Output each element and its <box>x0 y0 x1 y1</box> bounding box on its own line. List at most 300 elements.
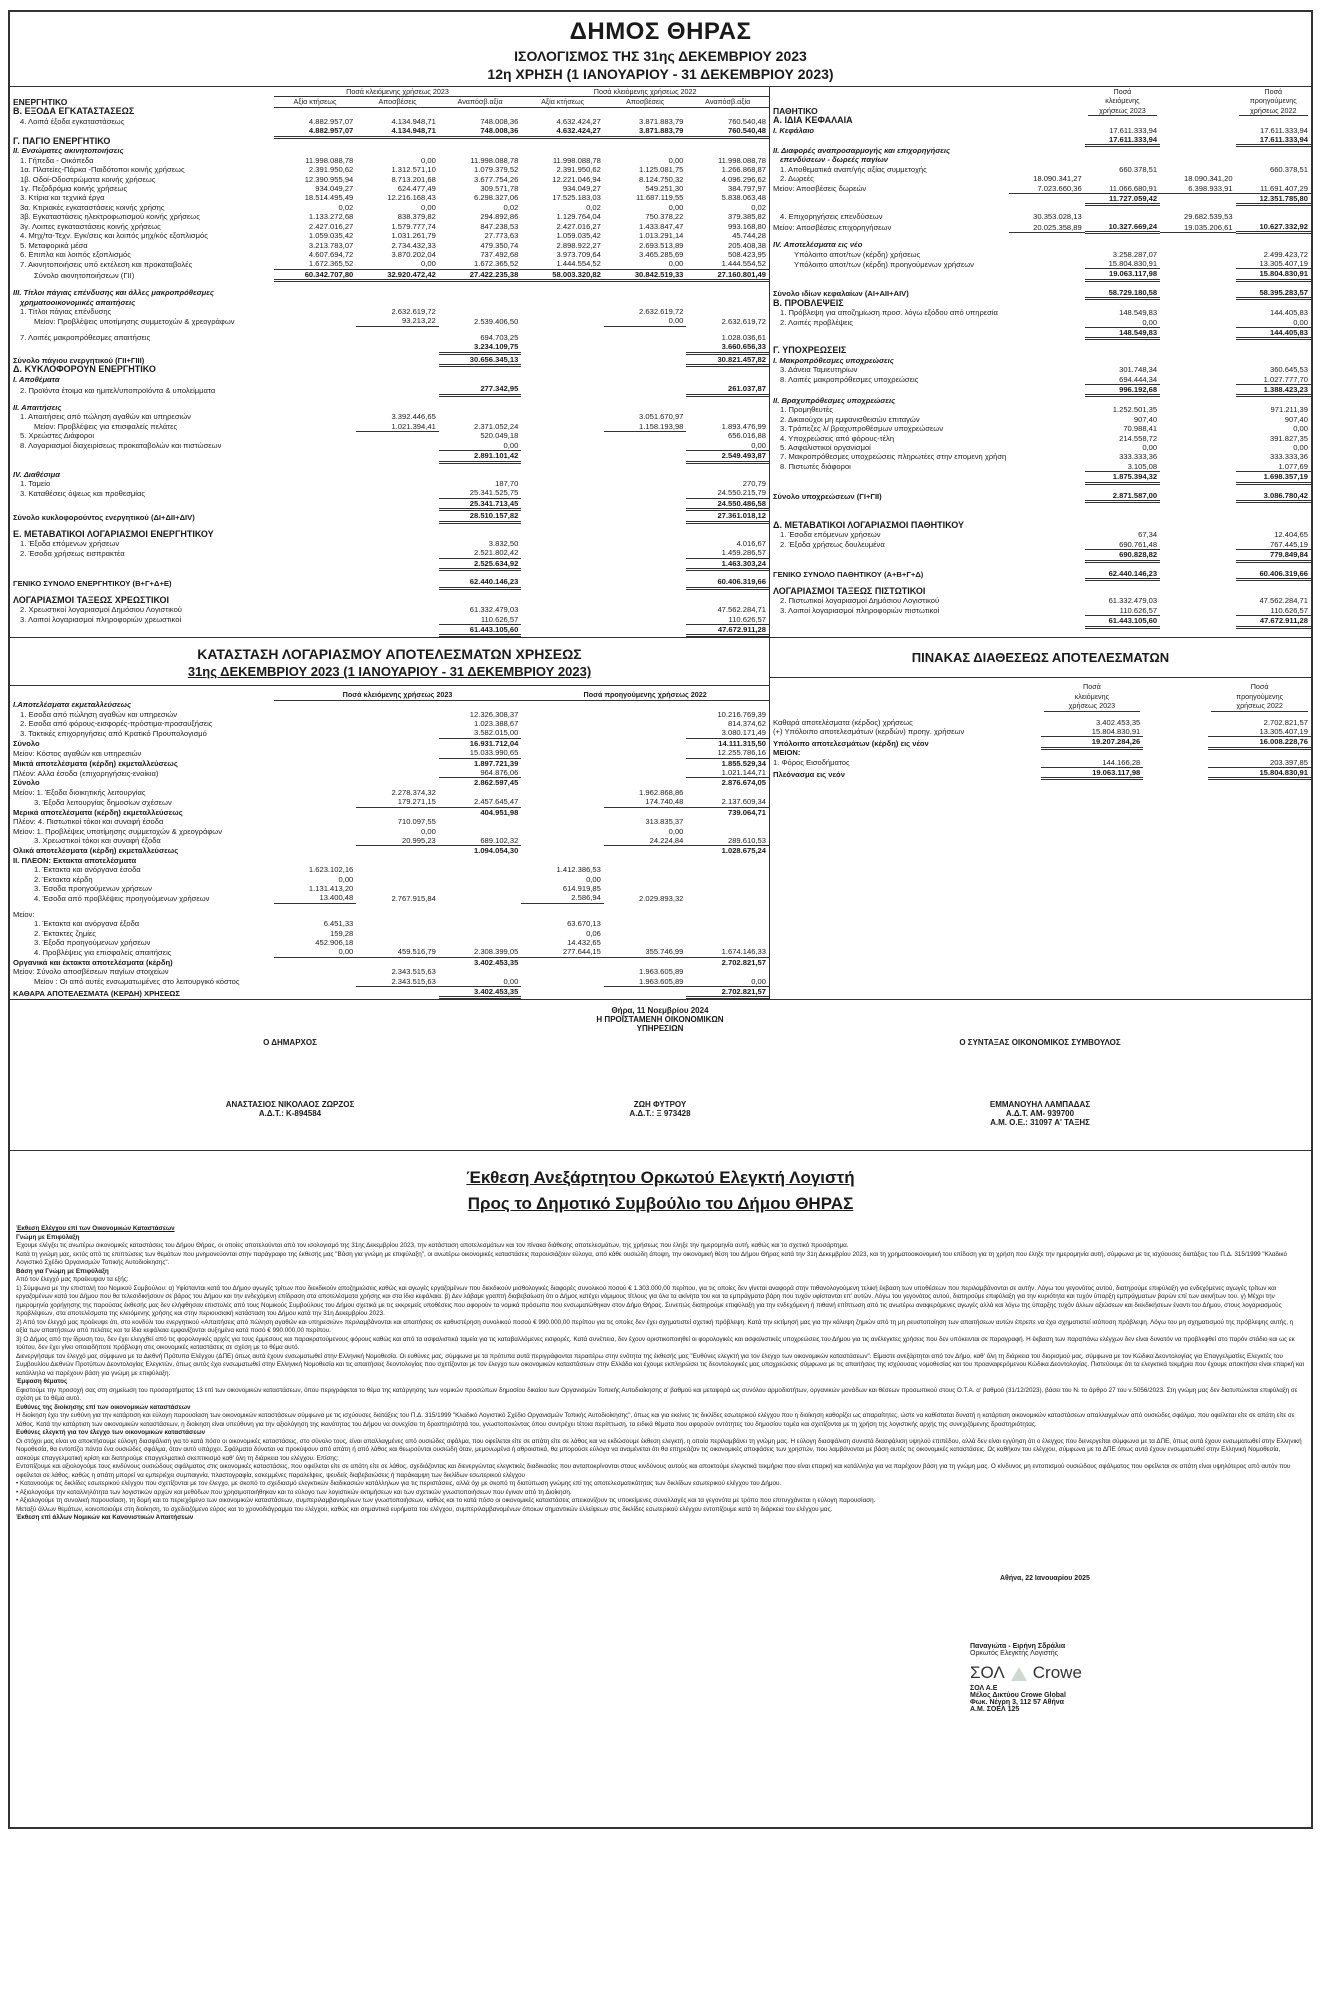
row-value: 656.016,88 <box>727 431 766 441</box>
row-value: 1.459.286,57 <box>686 548 769 558</box>
row-value <box>686 919 769 928</box>
row-label: ΓΕΝΙΚΟ ΣΥΝΟΛΟ ΕΝΕΡΓΗΤΙΚΟΥ (Β+Γ+Δ+Ε) <box>13 578 172 588</box>
row-label: 2. Εσοδα από φόρους-εισφορές-πρόστιμα-προσαυξήσεις <box>20 719 213 729</box>
audit-paragraph: 2) Από τον έλεγχό μας προέκυψε ότι, στο κονδύλι του ενεργητικού «Απαιτήσεις από πώληση αγαθών και υπηρεσιών» περιλαμβάνονται και απαιτήσεις σε καθυστέρηση συνολικού ποσού € 990.000,00 περίπου για τις οποίες δεν έχει σχηματιστεί σχετική πρόβλεψη. Κατά την εκτίμησή μας για την κάλυψη ζημιών από τη μη ρευστοποίηση των απαιτήσεων αυτών έπρεπε να έχει σχηματιστεί ισόποση πρόβλεψη. Λόγω του μη σχηματισμού της πρόβλεψης αυτής, η αξία των απαιτήσεων από πελάτες και τα ίδια κεφάλαια εμφανίζονται αυξημένα κατά ποσό € 990.000,00 περίπου. <box>16 1318 1294 1335</box>
row-label: 3. Καταθέσεις όψεως και προθεσμίας <box>20 488 146 498</box>
audit-place-date: Αθήνα, 22 Ιανουαρίου 2025 <box>1000 1575 1090 1583</box>
row-value <box>1160 521 1235 530</box>
row-value: 24.224,84 <box>604 836 687 846</box>
row-label: Μείον: Κόστος αγαθών και υπηρεσιών <box>13 748 142 758</box>
row-value <box>274 451 357 462</box>
row-label: Ε. ΜΕΤΑΒΑΤΙΚΟΙ ΛΟΓΑΡΙΑΣΜΟΙ ΕΝΕΡΓΗΤΙΚΟΥ <box>13 528 214 539</box>
row-value: 27.773,63 <box>484 231 519 241</box>
row-value: 2.391.950,62 <box>308 165 354 175</box>
row-value: 907,40 <box>1133 414 1158 424</box>
auditor-block <box>970 1643 1082 1713</box>
row-value <box>521 827 604 836</box>
row-label: 1. Φόρος Εισοδήματος <box>773 758 850 768</box>
row-value <box>274 353 357 365</box>
assets-group-2023: Ποσά κλειόμενης χρήσεως 2023 <box>274 87 522 97</box>
row-value: 0,00 <box>421 202 436 212</box>
liability-row <box>770 212 1311 221</box>
row-value: 660.378,51 <box>1269 164 1308 174</box>
row-label: 3. Έσοδα προηγούμενων χρήσεων <box>34 883 152 893</box>
fiscal-period: 12η ΧΡΗΣΗ (1 ΙΑΝΟΥΑΡΙΟΥ - 31 ΔΕΚΕΜΒΡΙΟΥ 2023) <box>487 66 834 82</box>
row-label: ΙΙ. ΠΛΕΟΝ: Εκτακτα αποτελέσματα <box>13 855 137 865</box>
row-value <box>1160 155 1235 164</box>
liability-row <box>770 318 1311 328</box>
row-value <box>1160 346 1235 355</box>
row-value <box>1085 299 1160 308</box>
liability-row <box>770 472 1311 483</box>
row-value-2023: 3.402.453,35 <box>1095 717 1141 727</box>
liabilities-section <box>770 87 1311 637</box>
row-label: 3α. Κτιριακές εγκαταστάσεις κοινής χρήσης <box>20 202 165 212</box>
row-value <box>604 807 687 817</box>
row-value: 2.427.016,27 <box>556 221 601 231</box>
row-value <box>1160 606 1235 616</box>
liabilities-table <box>770 87 1311 629</box>
row-value: 3.234.109,75 <box>439 342 522 353</box>
liability-row <box>770 540 1311 550</box>
row-label <box>10 624 274 635</box>
row-label: 3. Τακτικές επιχορηγήσεις από Κρατικό Προυπολογισμό <box>20 728 207 738</box>
row-value <box>439 929 522 938</box>
row-value <box>274 412 357 421</box>
row-value <box>274 375 357 384</box>
asset-row <box>10 577 769 588</box>
liability-row <box>770 280 1311 288</box>
row-value: 110.626,57 <box>686 615 769 625</box>
row-value <box>686 403 769 412</box>
row-value <box>521 846 604 856</box>
row-value <box>274 510 357 522</box>
row-label: Μείον: Αποσβέσεις επιχορηγήσεων <box>773 223 892 233</box>
audit-paragraph: 3) Ο Δήμος από την ίδρυση του, δεν έχει ελεγχθεί από τις φορολογικές αρχές για τους έμμεσους και παρακρατούμενους φόρους καθώς και από τα ασφαλιστικά ταμεία για τις καταβαλλόμενες εισφορές. Κατά συνέπεια, δεν έχουν οριστικοποιηθεί οι φορολογικές και ασφαλιστικές υποχρεώσεις του Δήμου για τις ανέλεγκτες χρήσεις που δεν υπόκεινται σε παραγραφή. Η έκβαση των παραπάνω ελέγχων δεν είναι δυνατόν να προβλεφθεί στο παρόν στάδιο και ως εκ τούτου, δεν έχει γίνει οποιαδήποτε πρόβλεψη στις οικονομικές καταστάσεις σε σχέση με το θέμα αυτό. <box>16 1335 1295 1352</box>
row-value <box>1009 259 1084 269</box>
row-value: 996.192,68 <box>1085 384 1160 395</box>
row-value <box>1085 396 1160 405</box>
row-value: 110.626,57 <box>1236 606 1311 616</box>
row-value <box>439 967 522 976</box>
head-title-line2: ΥΠΗΡΕΣΙΩΝ <box>636 1024 684 1034</box>
row-value <box>604 558 687 569</box>
row-value: 2.871.587,00 <box>1085 491 1160 502</box>
income-row <box>10 865 769 874</box>
row-value <box>356 558 439 569</box>
income-row <box>10 846 769 856</box>
asset-row <box>10 624 769 635</box>
income-row <box>10 856 769 865</box>
row-value: 1.252.501,35 <box>1112 405 1158 415</box>
row-value <box>274 307 357 316</box>
row-label: ΙV. Αποτελέσματα εις νέο <box>773 240 863 250</box>
row-label: 3. Λοιποί λογαριασμοί πληροφοριών χρεωστικοί <box>20 615 182 624</box>
row-value: 1.893.476,99 <box>721 422 766 431</box>
row-value: 20.995,23 <box>356 836 439 846</box>
liability-row <box>770 415 1311 424</box>
row-value <box>1009 596 1084 605</box>
row-value <box>604 353 687 365</box>
row-label: 6. Επιπλα και λοιπός εξοπλισμός <box>20 249 131 259</box>
row-value <box>604 738 687 748</box>
liability-row <box>770 288 1311 299</box>
row-value: 12.390.955,94 <box>304 174 354 184</box>
row-value: 0,00 <box>1293 424 1308 434</box>
audit-report-body <box>10 1217 1311 1523</box>
row-value: 1.672.365,52 <box>274 259 357 269</box>
row-label: 2. Έσοδα χρήσεως εισπρακτέα <box>20 548 125 558</box>
row-value <box>604 431 687 440</box>
row-value: 3.086.780,42 <box>1236 491 1311 502</box>
asset-row <box>10 333 769 342</box>
row-value: 391.827,35 <box>1269 433 1308 443</box>
signatures-block <box>10 999 1311 1150</box>
advisor-id: Α.Δ.Τ. ΑΜ- 939700 <box>1005 1109 1075 1119</box>
income-row <box>10 728 769 738</box>
row-value: 60.342.707,80 <box>274 269 357 280</box>
asset-row <box>10 212 769 221</box>
row-value <box>1160 146 1235 155</box>
row-value <box>521 624 604 635</box>
row-value: 110.626,57 <box>439 615 522 625</box>
row-value <box>521 107 604 116</box>
row-value <box>356 938 439 947</box>
row-value: 2.734.432,33 <box>391 240 436 250</box>
income-row <box>10 807 769 817</box>
row-label: 3. Κτίρια και τεχνικά έργα <box>20 193 105 203</box>
head-name: ΖΩΗ ΦΥΤΡΟΥ <box>633 1100 687 1110</box>
row-value <box>686 938 769 947</box>
row-value <box>521 807 604 817</box>
row-value: 3.870.202,04 <box>391 249 436 259</box>
liability-row <box>770 405 1311 414</box>
row-value <box>274 342 357 353</box>
app-col-2022-l3: χρήσεως 2022 <box>1211 701 1308 711</box>
row-value-2022: 203.397,85 <box>1208 758 1311 768</box>
row-value <box>274 288 357 297</box>
income-row <box>10 938 769 947</box>
row-label: ΚΑΘΑΡΑ ΑΠΟΤΕΛΕΣΜΑΤΑ (ΚΕΡΔΗ) ΧΡΗΣΕΩΣ <box>13 988 180 998</box>
row-value <box>356 615 439 625</box>
row-value <box>439 817 522 826</box>
row-value: 710.097,55 <box>397 817 436 827</box>
row-value <box>274 807 357 817</box>
row-value <box>439 938 522 947</box>
row-value <box>1009 405 1084 414</box>
row-value <box>439 788 522 797</box>
row-label: 2. Λοιπές προβλέψεις <box>780 318 853 328</box>
row-label: Πλεόνασμα εις νεόν <box>773 769 845 779</box>
row-value <box>686 137 769 146</box>
row-label: Μικτά αποτελέσματα (κέρδη) εκμεταλλεύσεως <box>13 758 178 768</box>
liability-row <box>770 530 1311 539</box>
audit-paragraph: Οι στόχοι μας είναι να αποκτήσουμε εύλογη διασφάλιση για το κατά πόσο οι οικονομικές καταστάσεις, στο σύνολο τους, είναι απαλλαγμένες από ουσιώδες σφάλμα, που οφείλεται είτε σε απάτη είτε σε λάθος και να εκδώσουμε έκθεση ελεγκτή, η οποία περιλαμβάνει τη γνώμη μας. Η εύλογη διασφάλιση συνιστά διασφάλιση υψηλού επιπέδου, αλλά δεν είναι εγγύηση ότι ο έλεγχος που διενεργείται σύμφωνα με τα ΔΠΕ, όπως αυτά έχουν ενσωματωθεί στην Ελληνική Νομοθεσία, θα εντοπίζει πάντα ένα ουσιώδες σφάλμα, όταν αυτό υπάρχει. Σφάλματα δύναται να προκύψουν από απάτη ή από λάθος και θεωρούνται ουσιώδη όταν, μεμονωμένα ή αθροιστικά, θα μπορούσε εύλογα να αναμένεται ότι θα επηρεάζαν τις οικονομικές αποφάσεις των χρηστών, που λαμβάνονται με βάση αυτές τις οικονομικές καταστάσεις. Ως καθήκον του ελέγχου, σύμφωνα με τα ΔΠΕ όπως αυτά έχουν ενσωματωθεί στην Ελληνική Νομοθεσία, ασκούμε επαγγελματική κρίση και διατηρούμε επαγγελματικό σκεπτικισμό καθ' όλη τη διάρκεια του ελέγχου. Επίσης: <box>16 1437 1302 1462</box>
row-value: 277.644,15 <box>521 947 604 957</box>
asset-row <box>10 259 769 269</box>
row-value <box>686 884 769 893</box>
row-value: 1.028.675,24 <box>721 846 766 856</box>
row-value <box>439 298 522 307</box>
audit-title-line1: Έκθεση Ανεξάρτητου Ορκωτού Ελεγκτή Λογιστή <box>466 1168 855 1188</box>
row-value <box>1160 384 1235 395</box>
liab-col-2023-l2: κλειόμενης <box>1105 96 1140 106</box>
row-value <box>686 875 769 884</box>
row-value: 624.477,49 <box>397 184 436 194</box>
asset-row <box>10 288 769 297</box>
row-value <box>1236 299 1311 308</box>
income-statement-table <box>10 690 769 999</box>
row-label: 1. Ταμείο <box>20 479 51 489</box>
row-value: 289.610,53 <box>686 836 769 846</box>
row-label: ΛΟΓΑΡΙΑΣΜΟΙ ΤΑΞΕΩΣ ΧΡΕΩΣΤΙΚΟΙ <box>13 594 170 605</box>
row-value: 4.632.424,27 <box>556 116 601 126</box>
row-value: 1.158.193,98 <box>604 422 687 432</box>
row-value <box>604 365 687 374</box>
row-label: 7. Ακινητοποιήσεις υπό εκτέλεση και προκαταβολές <box>20 259 193 269</box>
row-label: Ι. Μακροπρόθεσμες υποχρεώσεις <box>773 355 894 365</box>
row-label: Μείον: 1. Προβλέψεις υποτίμησης συμμετοχών & χρεογράφων <box>13 826 223 836</box>
row-value <box>521 856 604 865</box>
row-value <box>1009 308 1084 317</box>
row-value <box>274 577 357 588</box>
row-value <box>274 778 357 788</box>
row-value: 11.066.680,91 <box>1085 184 1160 194</box>
row-value <box>439 530 522 539</box>
row-value <box>274 605 357 614</box>
row-value <box>521 738 604 748</box>
asset-row <box>10 403 769 412</box>
row-label: Δ. ΚΥΚΛΟΦΟΡΟΥΝ ΕΝΕΡΓΗΤΙΚΟ <box>13 364 156 375</box>
audit-paragraph: Μεταξύ άλλων θεμάτων, κοινοποιούμε στη διοίκηση, το σχεδιαζόμενο εύρος και το χρονοδιάγραμμα του ελέγχου, καθώς και σημαντικά ευρήματα του ελέγχου, συμπεριλαμβανομένων όποιων σημαντικών ελλείψεων στις δικλίδες εσωτερικού ελέγχου εντοπίζουμε κατά τη διάρκεια του ελέγχου μας. <box>16 1505 833 1513</box>
row-value: 0,00 <box>686 441 769 451</box>
liability-row <box>770 259 1311 269</box>
row-value <box>521 728 604 738</box>
row-value: 333.333,36 <box>1119 452 1158 462</box>
row-value <box>1160 259 1235 269</box>
row-value <box>521 375 604 384</box>
row-value <box>274 987 357 998</box>
row-value <box>1009 424 1084 433</box>
income-row <box>10 929 769 938</box>
row-value: 2.427.016,27 <box>308 221 354 231</box>
row-value <box>1160 193 1235 204</box>
asset-row <box>10 375 769 384</box>
row-value <box>356 146 439 155</box>
row-label: 1. Έξοδα επόμενων χρήσεων <box>20 539 120 549</box>
appropriation-row <box>770 737 1311 748</box>
row-label <box>770 550 1009 561</box>
row-value: 0,00 <box>421 155 436 165</box>
row-value: 1.963.605,89 <box>604 977 687 987</box>
row-value <box>1009 540 1084 550</box>
row-value <box>356 498 439 509</box>
row-value <box>604 728 687 738</box>
row-value: 1.059.035,42 <box>556 231 601 241</box>
row-value <box>686 365 769 374</box>
municipality-title: ΔΗΜΟΣ ΘΗΡΑΣ <box>569 18 752 45</box>
asset-row <box>10 316 769 326</box>
row-value: 1.698.357,19 <box>1236 472 1311 483</box>
row-label: 3γ. Λοιπες εγκαταστάσεις κοινής χρήσεως <box>20 221 161 231</box>
row-value <box>1160 165 1235 174</box>
col-cost-2023: Αξία κτήσεως <box>274 97 357 107</box>
liability-row <box>770 375 1311 385</box>
row-value <box>1009 269 1084 280</box>
row-label: 2. Έκτακτα κέρδη <box>34 874 93 884</box>
row-value <box>1085 521 1160 530</box>
row-label: Σύνολο υποχρεώσεων (ΓΙ+ΓΙΙ) <box>773 492 882 502</box>
asset-row <box>10 165 769 174</box>
row-value: 971.211,39 <box>1270 405 1308 415</box>
row-label <box>770 616 1009 627</box>
row-label: 2. Προϊόντα έτοιμα και ημιτελ/υποπροϊόντα & υπολείμματα <box>20 385 216 395</box>
auditor-role: Ορκωτός Ελεγκτής Λογιστής <box>970 1650 1059 1658</box>
row-value <box>274 316 357 326</box>
row-value <box>1009 587 1084 596</box>
row-value: 58.003.320,82 <box>521 269 604 280</box>
row-value <box>604 910 687 919</box>
row-value <box>1236 587 1311 596</box>
row-value <box>604 710 687 719</box>
row-value: 1.674.146,33 <box>686 947 769 957</box>
row-value <box>604 548 687 558</box>
row-value: 0,02 <box>503 202 519 212</box>
row-label: 4. Λοιπά έξοδα εγκαταστάσεως <box>20 116 125 126</box>
row-value <box>521 605 604 614</box>
row-value <box>274 441 357 451</box>
row-value: 13.400,48 <box>274 893 357 903</box>
row-label: 1γ. Πεζοδρόμια κοινής χρήσεως <box>20 184 128 194</box>
row-label: Μερικά αποτελέσματα (κέρδη) εκμεταλλεύσεως <box>13 807 183 817</box>
mayor-id: Α.Δ.Τ.: Κ-894584 <box>258 1109 322 1119</box>
row-value <box>356 624 439 635</box>
liability-row <box>770 299 1311 308</box>
income-row <box>10 893 769 903</box>
row-value <box>274 431 357 440</box>
row-value: 4.134.948,71 <box>391 116 436 126</box>
liab-col-2022-l3: χρήσεως 2022 <box>1239 106 1308 116</box>
row-value: 11.998.088,78 <box>305 155 354 165</box>
row-value <box>521 137 604 146</box>
row-value: 148.549,83 <box>1119 308 1158 318</box>
liab-col-2022-l2: προηγούμενης <box>1249 96 1297 106</box>
row-value <box>1009 521 1084 530</box>
row-value <box>521 403 604 412</box>
row-value <box>356 488 439 498</box>
row-label: 2. Δικαιούχοι μη εμφανισθεισών επιταγών <box>780 414 920 424</box>
row-value <box>1160 540 1235 550</box>
asset-row <box>10 462 769 470</box>
row-value: 313.835,37 <box>645 817 684 827</box>
row-value <box>1160 443 1235 452</box>
row-value: 3.392.446,65 <box>391 412 436 422</box>
row-value <box>274 146 357 155</box>
row-value: 0,02 <box>751 202 766 212</box>
row-label: 1α. Πλατείες-Πάρκα -Παιδότοποι κοινής χρήσεως <box>20 165 185 175</box>
row-label: Μείον : Οι από αυτές ενσωματωμένες στο λειτουργικό κόστος <box>34 977 240 987</box>
row-value <box>1160 375 1235 385</box>
liability-row <box>770 550 1311 561</box>
row-value <box>356 403 439 412</box>
row-label: 3. Δάνεια Ταμιευτηρίων <box>780 365 858 375</box>
row-value <box>356 431 439 440</box>
row-value <box>1160 126 1235 135</box>
row-value: 27.422.235,38 <box>439 269 522 280</box>
row-value: 748.008,36 <box>439 126 522 137</box>
row-value: 17.525.183,03 <box>552 193 601 203</box>
row-value: 3.465.285,69 <box>639 249 684 259</box>
row-label: Γ. ΥΠΟΧΡΕΩΣΕΙΣ <box>773 345 847 356</box>
liability-row <box>770 452 1311 461</box>
asset-row <box>10 441 769 451</box>
row-value <box>1085 146 1160 155</box>
row-value <box>1160 616 1235 627</box>
row-value <box>521 615 604 625</box>
row-value <box>521 910 604 919</box>
row-value <box>604 919 687 928</box>
row-value <box>274 624 357 635</box>
row-value <box>1009 327 1084 338</box>
row-value <box>521 836 604 846</box>
asset-row <box>10 107 769 116</box>
row-value: 2.702.821,57 <box>721 957 766 967</box>
row-value <box>521 422 604 432</box>
income-row <box>10 758 769 768</box>
row-label: 1. Πρόβλεψη για αποζημίωση προσ. λόγω εξόδου από υπηρεσία <box>780 308 998 318</box>
row-value <box>521 510 604 522</box>
row-value-2023: 19.063.117,98 <box>1041 768 1144 779</box>
liability-row <box>770 184 1311 194</box>
row-value: 2.308.399,05 <box>439 947 522 957</box>
row-value <box>356 539 439 548</box>
row-value <box>1009 165 1084 174</box>
row-value: 93.213,22 <box>356 316 439 326</box>
financial-statements <box>8 10 1313 1829</box>
audit-paragraph: • Κατανοούμε τις δικλίδες εσωτερικού ελέγχου που σχετίζονται με τον έλεγχο, με σκοπό το σχεδιασμό ελεγκτικών διαδικασιών κατάλληλων για τις περιστάσεις, αλλά όχι με σκοπό τη διατύπωση γνώμης επί της αποτελεσματικότητας των δικλίδων εσωτερικού ελέγχου του Δήμου. <box>16 1480 782 1488</box>
row-value <box>1160 491 1235 502</box>
row-label: 3. Λοιποί λογαριασμοί πληροφοριών πιστωτικοί <box>780 606 940 616</box>
liability-row <box>770 365 1311 374</box>
row-value <box>521 451 604 462</box>
income-row <box>10 987 769 998</box>
row-value <box>1160 472 1235 483</box>
row-value <box>1160 240 1235 249</box>
row-value <box>274 957 357 967</box>
row-value: 0,00 <box>1085 318 1160 328</box>
liability-row <box>770 356 1311 365</box>
row-label: Γ. ΠΑΓΙΟ ΕΝΕΡΓΗΤΙΚΟ <box>13 136 111 147</box>
row-value: 3.973.709,64 <box>556 249 601 259</box>
row-value: 58.395.283,57 <box>1236 288 1311 299</box>
row-value <box>1160 250 1235 259</box>
row-value: 0,00 <box>356 259 439 269</box>
audit-paragraph: Από τον έλεγχό μας προέκυψαν τα εξής: <box>16 1276 129 1284</box>
row-value <box>274 910 357 919</box>
row-value <box>274 298 357 307</box>
appropriation-row <box>770 758 1311 768</box>
row-value <box>1085 587 1160 596</box>
row-value <box>356 288 439 297</box>
col-net-2022: Αναπόσβ.αξία <box>686 97 769 107</box>
row-value: 60.406.319,66 <box>686 577 769 588</box>
row-value <box>1236 396 1311 405</box>
row-label: επενδύσεων - δωρεές παγίων <box>780 155 888 165</box>
row-value <box>356 298 439 307</box>
row-value <box>274 384 357 395</box>
row-label: Ι.Αποτελέσματα εκμεταλλεύσεως <box>13 700 132 710</box>
row-value: 11.998.088,78 <box>552 155 601 165</box>
